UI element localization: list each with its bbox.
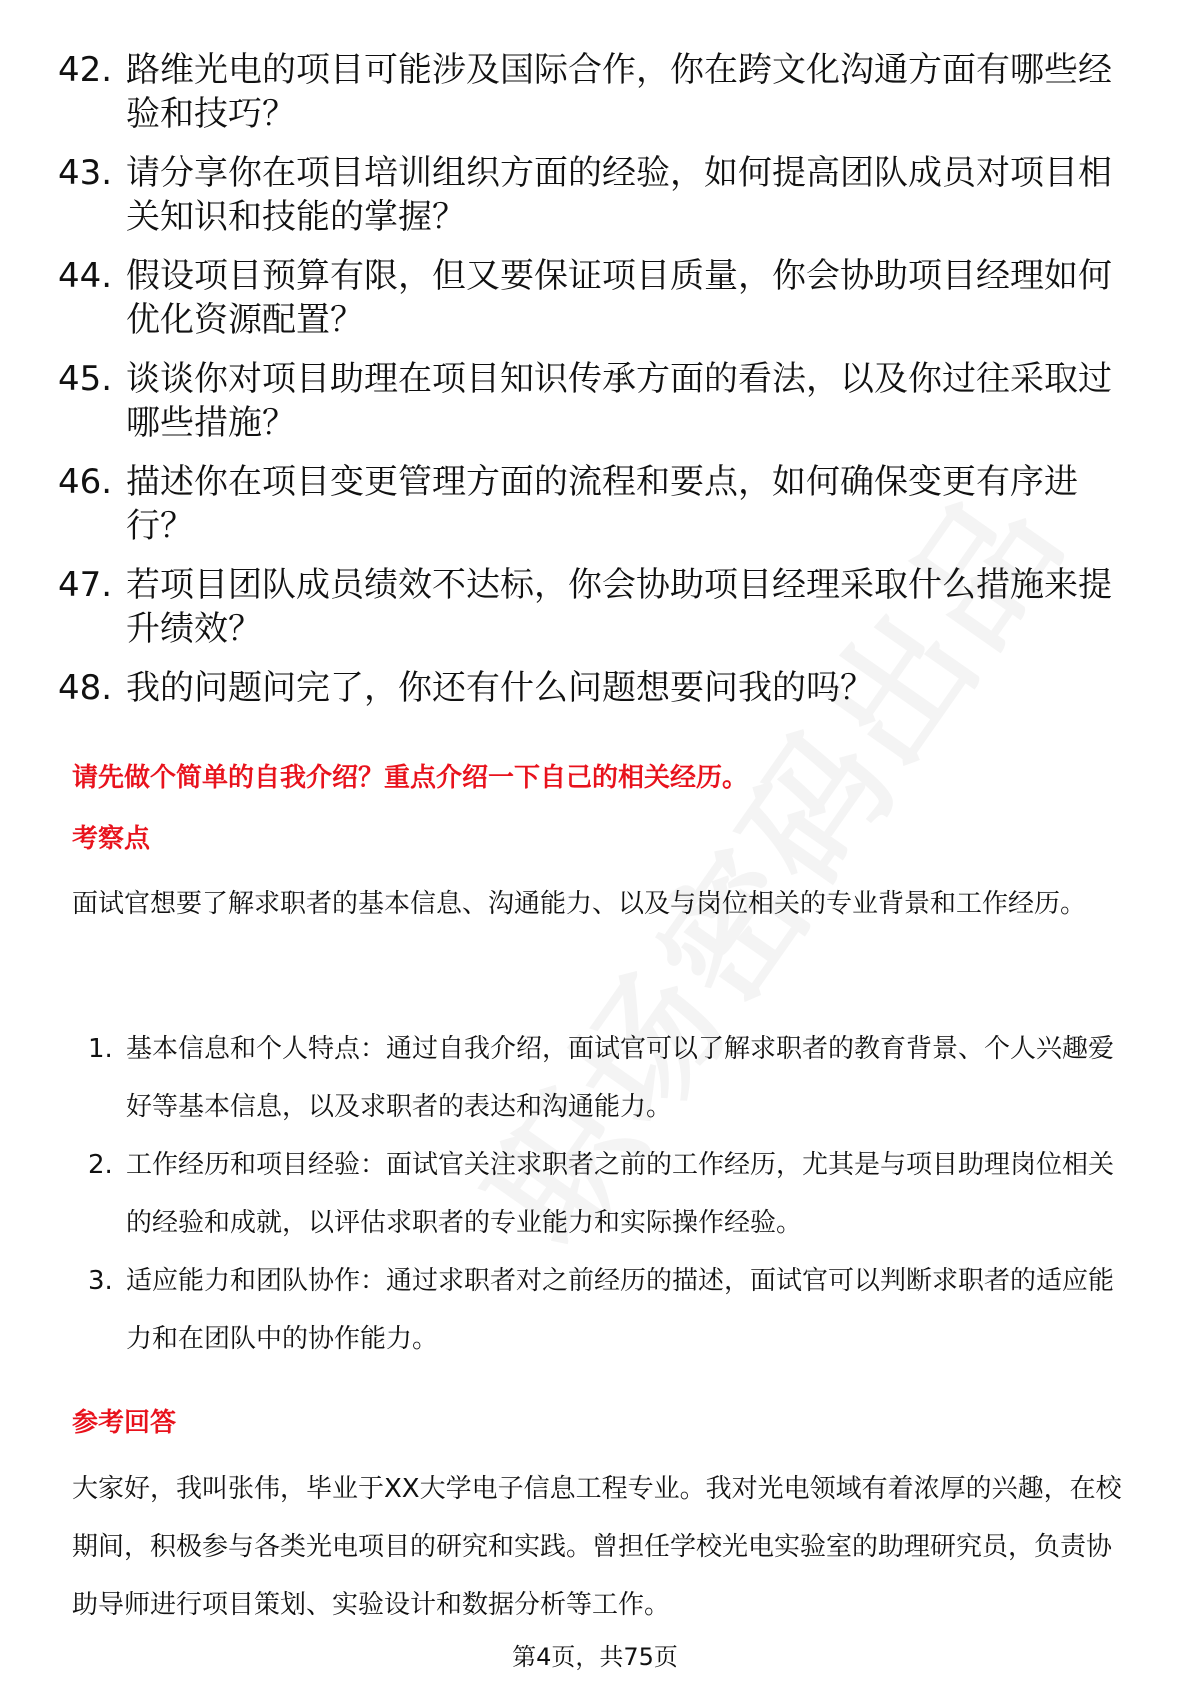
exam-points-heading: 考察点: [72, 824, 151, 854]
question-number: 47.: [58, 565, 113, 605]
page-footer: 第4页，共75页: [512, 1643, 678, 1671]
question-number: 43.: [58, 153, 113, 193]
question-item: [58, 254, 1138, 342]
exam-point-item: [88, 1252, 1128, 1368]
question-list: [58, 48, 1138, 725]
question-text: 描述你在项目变更管理方面的流程和要点，如何确保变更有序进行？: [126, 462, 1078, 546]
main-question-heading: 请先做个简单的自我介绍？重点介绍一下自己的相关经历。: [72, 763, 749, 793]
question-item: [58, 48, 1138, 136]
exam-point-number: 1.: [88, 1034, 113, 1064]
question-number: 42.: [58, 50, 113, 90]
question-number: 44.: [58, 256, 113, 296]
question-number: 45.: [58, 359, 113, 399]
question-text: 路维光电的项目可能涉及国际合作，你在跨文化沟通方面有哪些经验和技巧？: [126, 50, 1112, 134]
exam-point-number: 2.: [88, 1150, 113, 1180]
reference-answer-heading: 参考回答: [72, 1408, 177, 1438]
question-text: 请分享你在项目培训组织方面的经验，如何提高团队成员对项目相关知识和技能的掌握？: [126, 153, 1112, 237]
exam-intro-paragraph: 面试官想要了解求职者的基本信息、沟通能力、以及与岗位相关的专业背景和工作经历。: [72, 889, 1087, 919]
reference-answer-paragraph: 大家好，我叫张伟，毕业于XX大学电子信息工程专业。我对光电领域有着浓厚的兴趣，在校期间，积极参与各类光电项目的研究和实践。曾担任学校光电实验室的助理研究员，负责协助导师进行项目策划、实验设计和数据分析等工作。: [72, 1474, 1122, 1620]
exam-point-text: 基本信息和个人特点：通过自我介绍，面试官可以了解求职者的教育背景、个人兴趣爱好等基本信息，以及求职者的表达和沟通能力。: [126, 1034, 1115, 1122]
question-item: [58, 460, 1138, 548]
question-number: 46.: [58, 462, 113, 502]
question-item: [58, 666, 1138, 710]
exam-point-item: [88, 1136, 1128, 1252]
exam-point-text: 适应能力和团队协作：通过求职者对之前经历的描述，面试官可以判断求职者的适应能力和在团队中的协作能力。: [126, 1266, 1115, 1354]
question-text: 若项目团队成员绩效不达标，你会协助项目经理采取什么措施来提升绩效？: [126, 565, 1112, 649]
question-number: 48.: [58, 668, 113, 708]
exam-point-item: [88, 1020, 1128, 1136]
exam-point-list: [88, 1020, 1128, 1368]
exam-point-number: 3.: [88, 1266, 113, 1296]
question-item: [58, 563, 1138, 651]
question-item: [58, 151, 1138, 239]
question-text: 我的问题问完了，你还有什么问题想要问我的吗？: [126, 668, 874, 708]
question-text: 谈谈你对项目助理在项目知识传承方面的看法，以及你过往采取过哪些措施？: [126, 359, 1112, 443]
question-item: [58, 357, 1138, 445]
question-text: 假设项目预算有限，但又要保证项目质量，你会协助项目经理如何优化资源配置？: [126, 256, 1112, 340]
exam-point-text: 工作经历和项目经验：面试官关注求职者之前的工作经历，尤其是与项目助理岗位相关的经验和成就，以评估求职者的专业能力和实际操作经验。: [126, 1150, 1115, 1238]
